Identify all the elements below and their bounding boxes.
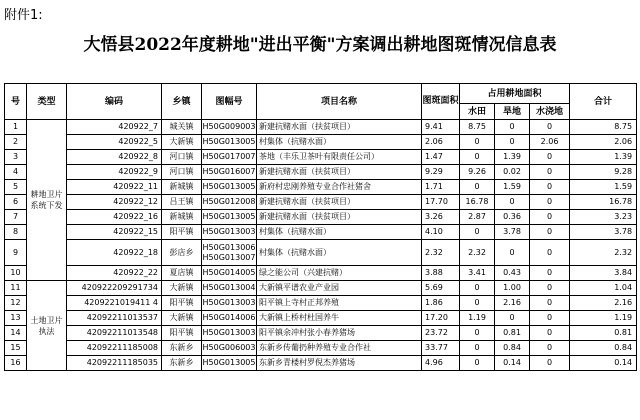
cell-code: 420922_11 xyxy=(67,180,162,195)
cell-total: 2.32 xyxy=(570,240,637,266)
cell-project: 村集体（抗赌水面） xyxy=(257,240,422,266)
col-header-no: 号 xyxy=(5,84,27,120)
cell-sheet: H50G014006 xyxy=(202,311,257,326)
cell-dry: 0.02 xyxy=(495,165,530,180)
cell-paddy: 0 xyxy=(460,135,495,150)
table-row xyxy=(5,240,637,266)
cell-paddy: 9.26 xyxy=(460,165,495,180)
cell-code: 42092211013548 xyxy=(67,326,162,341)
cell-town: 东新乡 xyxy=(162,356,202,371)
cell-total: 0.81 xyxy=(570,326,637,341)
cell-code: 420922_22 xyxy=(67,266,162,281)
table-row xyxy=(5,180,637,195)
cell-area: 1.86 xyxy=(422,296,460,311)
cell-irrigated: 0 xyxy=(530,180,570,195)
cell-town: 河口镇 xyxy=(162,165,202,180)
cell-irrigated: 0 xyxy=(530,225,570,240)
cell-area: 9.41 xyxy=(422,120,460,135)
cell-code: 420922_18 xyxy=(67,240,162,266)
cell-sheet: H50G017007 xyxy=(202,150,257,165)
cell-sheet: H50G014005 xyxy=(202,266,257,281)
cell-sheet: H50G013003 xyxy=(202,225,257,240)
cell-no: 3 xyxy=(5,150,27,165)
cell-irrigated: 0 xyxy=(530,165,570,180)
cell-code: 420922_5 xyxy=(67,135,162,150)
table-row xyxy=(5,195,637,210)
cell-irrigated: 0 xyxy=(530,195,570,210)
cell-no: 4 xyxy=(5,165,27,180)
cell-total: 0.14 xyxy=(570,356,637,371)
table-row xyxy=(5,281,637,296)
cell-area: 3.88 xyxy=(422,266,460,281)
cell-dry: 1.39 xyxy=(495,150,530,165)
cell-total: 9.28 xyxy=(570,165,637,180)
cell-sheet: H50G016007 xyxy=(202,165,257,180)
cell-code: 420922_16 xyxy=(67,210,162,225)
cell-no: 2 xyxy=(5,135,27,150)
cell-total: 1.59 xyxy=(570,180,637,195)
cell-no: 16 xyxy=(5,356,27,371)
cell-sheet: H50G013005 xyxy=(202,180,257,195)
cell-area: 23.72 xyxy=(422,326,460,341)
cell-town: 新城镇 xyxy=(162,180,202,195)
cell-code: 42092211013537 xyxy=(67,311,162,326)
cell-town: 阳平镇 xyxy=(162,326,202,341)
cell-town: 大新镇 xyxy=(162,281,202,296)
table-row xyxy=(5,165,637,180)
cell-paddy: 0 xyxy=(460,341,495,356)
table-row xyxy=(5,326,637,341)
cell-sheet: H50G013004 xyxy=(202,281,257,296)
cell-no: 15 xyxy=(5,341,27,356)
cell-dry: 0 xyxy=(495,240,530,266)
cell-no: 9 xyxy=(5,240,27,266)
cell-code: 420922209291734 xyxy=(67,281,162,296)
cell-area: 5.69 xyxy=(422,281,460,296)
cell-project: 东新乡传葡扔种养殖专业合作社 xyxy=(257,341,422,356)
cell-paddy: 0 xyxy=(460,180,495,195)
cell-sheet: H50G006003 xyxy=(202,341,257,356)
cell-area: 4.10 xyxy=(422,225,460,240)
cell-paddy: 0 xyxy=(460,296,495,311)
cell-dry: 0 xyxy=(495,120,530,135)
cell-dry: 2.16 xyxy=(495,296,530,311)
cell-town: 城关镇 xyxy=(162,120,202,135)
table-row xyxy=(5,150,637,165)
col-header-town: 乡镇 xyxy=(162,84,202,120)
cell-town: 阳平镇 xyxy=(162,296,202,311)
cell-total: 1.19 xyxy=(570,311,637,326)
cell-total: 3.78 xyxy=(570,225,637,240)
cell-category: 耕地卫片系统下发 xyxy=(27,120,67,281)
col-header-total: 合计 xyxy=(570,84,637,120)
cell-project: 新建抗赌水面（扶贫项目） xyxy=(257,195,422,210)
cell-total: 1.39 xyxy=(570,150,637,165)
cell-paddy: 2.32 xyxy=(460,240,495,266)
cell-area: 1.47 xyxy=(422,150,460,165)
cell-paddy: 0 xyxy=(460,326,495,341)
cell-irrigated: 0 xyxy=(530,210,570,225)
cell-area: 4.96 xyxy=(422,356,460,371)
cell-dry: 0 xyxy=(495,311,530,326)
table-body xyxy=(5,120,637,371)
table-row xyxy=(5,341,637,356)
cell-paddy: 0 xyxy=(460,356,495,371)
cell-area: 1.71 xyxy=(422,180,460,195)
header-row-1 xyxy=(5,84,637,104)
cell-irrigated: 0 xyxy=(530,311,570,326)
table-row xyxy=(5,266,637,281)
cell-project: 大新镇平谱农业产业园 xyxy=(257,281,422,296)
cell-irrigated: 0 xyxy=(530,296,570,311)
cell-sheet: H50G013003 xyxy=(202,296,257,311)
cell-paddy: 3.41 xyxy=(460,266,495,281)
cell-total: 2.16 xyxy=(570,296,637,311)
cell-area: 33.77 xyxy=(422,341,460,356)
table-row xyxy=(5,135,637,150)
cell-sheet: H50G009003 xyxy=(202,120,257,135)
cell-category: 土地卫片执法 xyxy=(27,281,67,371)
cell-code: 420922_7 xyxy=(67,120,162,135)
cell-code: 42092211185008 xyxy=(67,341,162,356)
table-row xyxy=(5,120,637,135)
cell-project: 绿之能公司（兴建抗赌） xyxy=(257,266,422,281)
col-header-paddy: 水田 xyxy=(460,104,495,120)
cell-total: 1.04 xyxy=(570,281,637,296)
col-header-occupied: 占用耕地面积 xyxy=(460,84,570,104)
cell-paddy: 1.19 xyxy=(460,311,495,326)
cell-project: 新建抗赌水面（扶贫项目） xyxy=(257,120,422,135)
cell-area: 3.26 xyxy=(422,210,460,225)
cell-area: 9.29 xyxy=(422,165,460,180)
cell-paddy: 8.75 xyxy=(460,120,495,135)
cell-paddy: 0 xyxy=(460,150,495,165)
cell-town: 阳平镇 xyxy=(162,225,202,240)
cell-code: 420922_15 xyxy=(67,225,162,240)
cell-town: 吕王镇 xyxy=(162,195,202,210)
cell-code: 420922_9 xyxy=(67,165,162,180)
cell-code: 4209221019411 4 xyxy=(67,296,162,311)
cell-irrigated: 0 xyxy=(530,150,570,165)
cell-paddy: 2.87 xyxy=(460,210,495,225)
col-header-project: 项目名称 xyxy=(257,84,422,120)
cell-total: 2.06 xyxy=(570,135,637,150)
cell-town: 大新镇 xyxy=(162,311,202,326)
document-title: 大悟县2022年度耕地"进出平衡"方案调出耕地图斑情况信息表 xyxy=(83,35,557,55)
cell-sheet: H50G013006 H50G013007 xyxy=(202,240,257,266)
cell-irrigated: 2.06 xyxy=(530,135,570,150)
cell-dry: 1.59 xyxy=(495,180,530,195)
table-row xyxy=(5,356,637,371)
cell-project: 新建抗赌水面（扶贫项目） xyxy=(257,165,422,180)
cell-code: 420922_12 xyxy=(67,195,162,210)
cell-sheet: H50G013005 xyxy=(202,356,257,371)
cell-town: 东新乡 xyxy=(162,341,202,356)
cell-irrigated: 0 xyxy=(530,326,570,341)
cell-sheet: H50G013005 xyxy=(202,210,257,225)
cell-paddy: 16.78 xyxy=(460,195,495,210)
cell-project: 东新乡青楼村罗倪杰养猪场 xyxy=(257,356,422,371)
cell-dry: 0.84 xyxy=(495,341,530,356)
col-header-code: 编码 xyxy=(67,84,162,120)
cell-area: 17.70 xyxy=(422,195,460,210)
cell-sheet: H50G013005 xyxy=(202,135,257,150)
cell-total: 3.23 xyxy=(570,210,637,225)
cell-project: 村集体（抗赌水面） xyxy=(257,225,422,240)
cell-dry: 0.36 xyxy=(495,210,530,225)
cell-no: 10 xyxy=(5,266,27,281)
col-header-area: 图斑面积 xyxy=(422,84,460,120)
col-header-dry: 旱地 xyxy=(495,104,530,120)
cell-project: 新府村忠刚养殖专业合作社猪舍 xyxy=(257,180,422,195)
cell-paddy: 0 xyxy=(460,281,495,296)
cell-sheet: H50G012008 xyxy=(202,195,257,210)
cell-dry: 3.78 xyxy=(495,225,530,240)
cell-no: 7 xyxy=(5,210,27,225)
cell-total: 8.75 xyxy=(570,120,637,135)
parcel-table xyxy=(4,83,637,371)
cell-no: 6 xyxy=(5,195,27,210)
cell-town: 新城镇 xyxy=(162,210,202,225)
cell-no: 5 xyxy=(5,180,27,195)
table-row xyxy=(5,296,637,311)
table-row xyxy=(5,210,637,225)
cell-project: 阳平镇上寺村正邦养殖 xyxy=(257,296,422,311)
cell-irrigated: 0 xyxy=(530,356,570,371)
cell-project: 茶地（丰乐卫茶叶有限责任公司） xyxy=(257,150,422,165)
cell-total: 3.84 xyxy=(570,266,637,281)
cell-dry: 0.81 xyxy=(495,326,530,341)
cell-dry: 0 xyxy=(495,135,530,150)
cell-no: 11 xyxy=(5,281,27,296)
cell-no: 14 xyxy=(5,326,27,341)
cell-project: 新建抗赌水面（扶贫项目） xyxy=(257,210,422,225)
table-row xyxy=(5,225,637,240)
cell-no: 1 xyxy=(5,120,27,135)
cell-irrigated: 0 xyxy=(530,281,570,296)
cell-town: 河口镇 xyxy=(162,150,202,165)
cell-town: 大新镇 xyxy=(162,135,202,150)
cell-town: 彭店乡 xyxy=(162,240,202,266)
cell-project: 阳平镇余冲村张小春养猪场 xyxy=(257,326,422,341)
cell-total: 0.84 xyxy=(570,341,637,356)
col-header-irrigated: 水浇地 xyxy=(530,104,570,120)
cell-code: 42092211185035 xyxy=(67,356,162,371)
cell-area: 2.06 xyxy=(422,135,460,150)
cell-project: 村集体（抗赌水面） xyxy=(257,135,422,150)
cell-total: 16.78 xyxy=(570,195,637,210)
cell-irrigated: 0 xyxy=(530,120,570,135)
table-row xyxy=(5,311,637,326)
cell-no: 13 xyxy=(5,311,27,326)
annex-label: 附件1: xyxy=(4,8,43,23)
cell-irrigated: 0 xyxy=(530,341,570,356)
cell-dry: 0.43 xyxy=(495,266,530,281)
cell-irrigated: 0 xyxy=(530,266,570,281)
cell-paddy: 0 xyxy=(460,225,495,240)
cell-no: 12 xyxy=(5,296,27,311)
cell-sheet: H50G013003 xyxy=(202,326,257,341)
cell-project: 大新镇上桥村杜国养牛 xyxy=(257,311,422,326)
cell-dry: 0 xyxy=(495,195,530,210)
cell-area: 2.32 xyxy=(422,240,460,266)
col-header-sheet: 图幅号 xyxy=(202,84,257,120)
cell-code: 420922_8 xyxy=(67,150,162,165)
cell-town: 夏店镇 xyxy=(162,266,202,281)
cell-dry: 0.14 xyxy=(495,356,530,371)
cell-area: 17.20 xyxy=(422,311,460,326)
cell-dry: 1.00 xyxy=(495,281,530,296)
col-header-type: 类型 xyxy=(27,84,67,120)
cell-no: 8 xyxy=(5,225,27,240)
cell-irrigated: 0 xyxy=(530,240,570,266)
